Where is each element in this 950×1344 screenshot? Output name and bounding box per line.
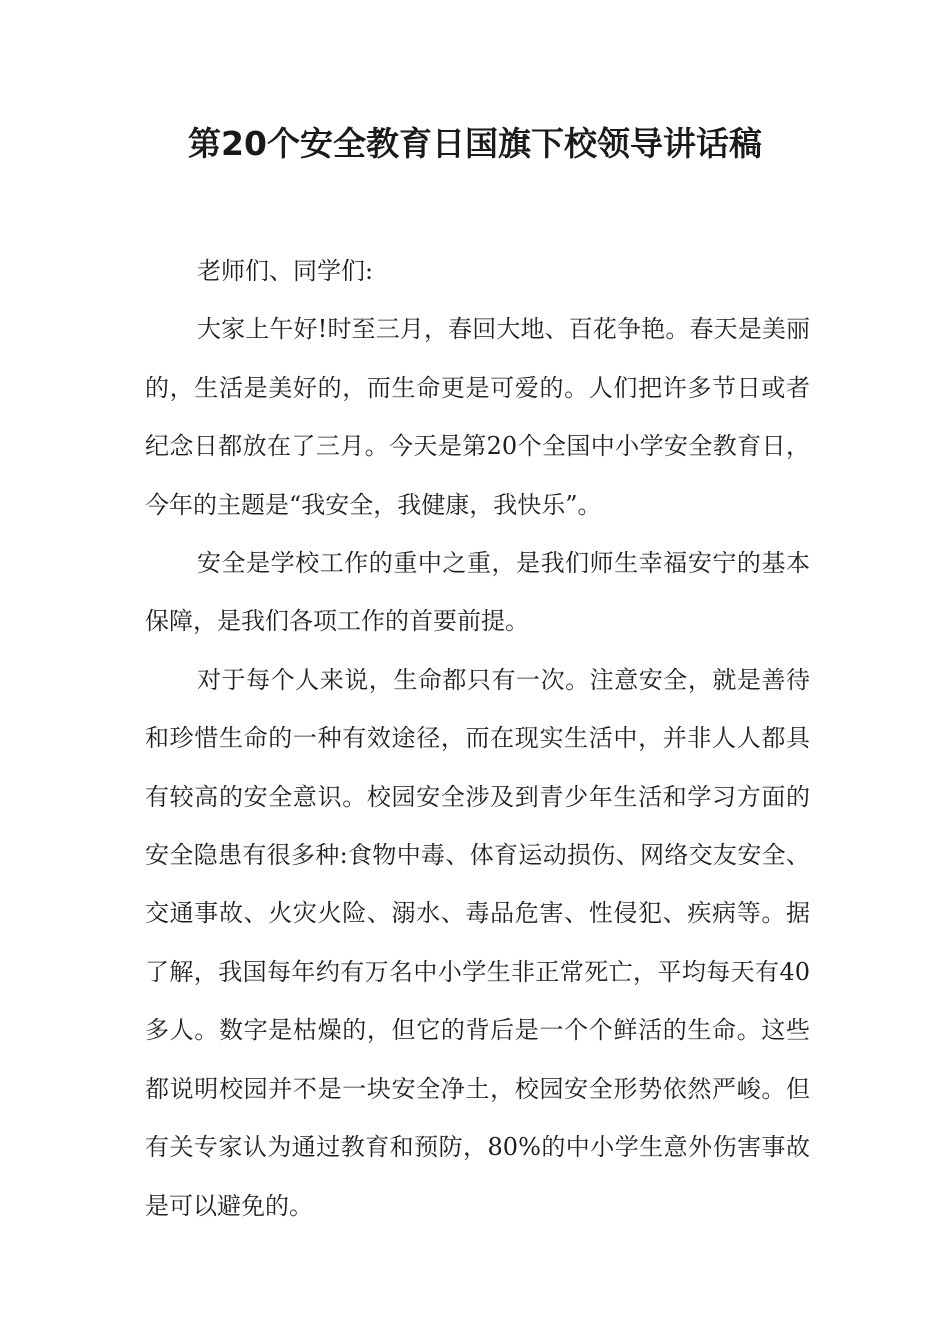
document-title: 第20个安全教育日国旗下校领导讲话稿 [188, 124, 762, 163]
paragraph: 安全是学校工作的重中之重，是我们师生幸福安宁的基本保障，是我们各项工作的首要前提。 [145, 549, 810, 636]
paragraph: 大家上午好!时至三月，春回大地、百花争艳。春天是美丽的，生活是美好的，而生命更是可爱的。人们把许多节日或者纪念日都放在了三月。今天是第20个全国中小学安全教育日，今年的主题是“我安全，我健康，我快乐”。 [145, 315, 810, 519]
paragraph: 对于每个人来说，生命都只有一次。注意安全，就是善待和珍惜生命的一种有效途径，而在现实生活中，并非人人都具有较高的安全意识。校园安全涉及到青少年生活和学习方面的安全隐患有很多种:食物中毒、体育运动损伤、网络交友安全、交通事故、火灾火险、溺水、毒品危害、性侵犯、疾病等。据了解，我国每年约有万名中小学生非正常死亡，平均每天有40多人。数字是枯燥的，但它的背后是一个个鲜活的生命。这些都说明校园并不是一块安全净土，校园安全形势依然严峻。但有关专家认为通过教育和预防，80%的中小学生意外伤害事故是可以避免的。 [145, 665, 810, 1220]
greeting: 老师们、同学们: [197, 257, 374, 285]
document-body [145, 242, 810, 1235]
